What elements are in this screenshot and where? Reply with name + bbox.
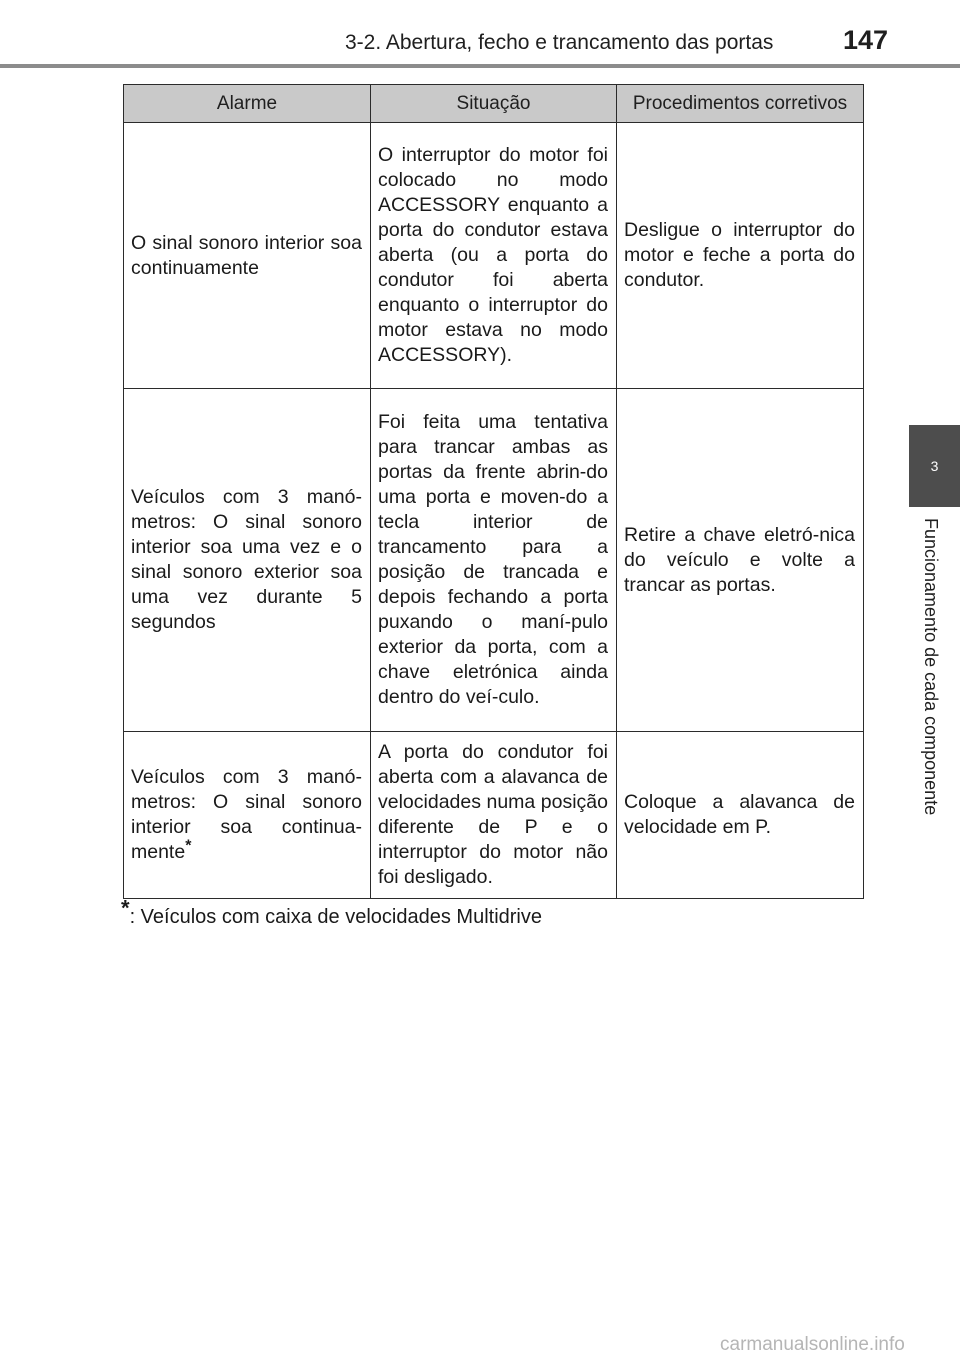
alarm-cell	[124, 732, 371, 899]
footnote-text: : Veículos com caixa de velocidades Multidrive	[129, 906, 542, 928]
section-title: 3-2. Abertura, fecho e trancamento das portas	[345, 31, 774, 54]
footnote-reference: *	[185, 837, 192, 855]
procedure-cell: Coloque a alavanca de velocidade em P.	[617, 732, 864, 899]
alarm-cell	[124, 123, 371, 389]
chapter-number: 3	[930, 458, 939, 474]
header-procedure: Procedimentos corretivos	[617, 85, 864, 123]
watermark: carmanualsonline.info	[720, 1334, 905, 1355]
chapter-side-label	[920, 518, 950, 858]
situation-cell: O interruptor do motor foi colocado no modo ACCESSORY enquanto a porta do condutor estava aberta (ou a porta do condutor foi aberta enquanto o interruptor do motor estava no modo ACCESSORY).	[371, 123, 617, 389]
alarm-text: O sinal sonoro interior soa continuamente	[131, 231, 362, 279]
table-header-row	[124, 85, 864, 123]
header-alarm: Alarme	[124, 85, 371, 123]
situation-cell: A porta do condutor foi aberta com a alavanca de velocidades numa posição diferente de P e o interruptor do motor não foi desligado.	[371, 732, 617, 899]
alarm-cell	[124, 389, 371, 732]
procedure-cell: Retire a chave eletró-nica do veículo e volte a trancar as portas.	[617, 389, 864, 732]
header-situation: Situação	[371, 85, 617, 123]
table-row	[124, 389, 864, 732]
alarm-text: Veículos com 3 manó-metros: O sinal sonoro interior soa uma vez e o sinal sonoro exterior soa uma vez durante 5 segundos	[131, 486, 362, 633]
procedure-cell: Desligue o interruptor do motor e feche a porta do condutor.	[617, 123, 864, 389]
footnote	[121, 895, 542, 929]
page-number: 147	[843, 25, 889, 55]
table-row	[124, 732, 864, 899]
chapter-title: Funcionamento de cada componente	[921, 518, 941, 816]
alarm-text: Veículos com 3 manó-metros: O sinal sonoro interior soa continua-mente	[131, 766, 362, 863]
header-divider	[0, 64, 960, 68]
alarm-table	[123, 84, 864, 899]
chapter-tab	[909, 425, 960, 507]
table-row	[124, 123, 864, 389]
situation-cell: Foi feita uma tentativa para trancar ambas as portas da frente abrin-do uma porta e moven-do a tecla interior de trancamento para a posição de trancada e depois fechando a porta puxando o maní-pulo exterior da porta, com a chave eletrónica ainda dentro do veí-culo.	[371, 389, 617, 732]
footnote-mark: *	[121, 895, 130, 921]
